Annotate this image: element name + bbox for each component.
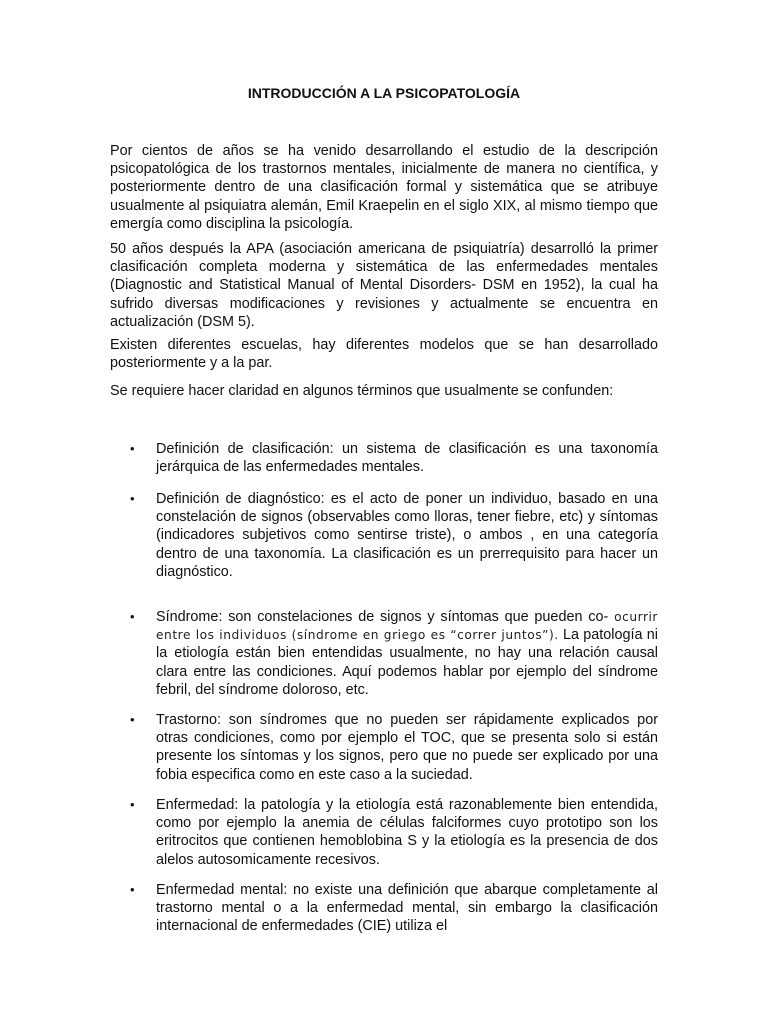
list-item-text: Enfermedad: la patología y la etiología está razonablemente bien entendida, como por ejemplo la anemia de células falciformes cuyo prototipo son los eritrocitos que contienen hemoblobina S y la etiología es la presencia de dos alelos autosomicamente recesivos. xyxy=(156,797,658,868)
page-title: INTRODUCCIÓN A LA PSICOPATOLOGÍA xyxy=(247,85,521,101)
paragraph-history: Por cientos de años se ha venido desarrollando el estudio de la descripción psicopatológica de los trastornos mentales, inicialmente de manera no científica, y posteriormente dentro de una clasificación formal y sistemática que se atribuye usualmente al psiquiatra alemán, Emil Kraepelin en el siglo XIX, al mismo tiempo que emergía como disciplina la psicología. xyxy=(110,143,658,232)
bullet-icon: • xyxy=(130,609,135,624)
bullet-icon: • xyxy=(130,491,135,506)
bullet-icon: • xyxy=(130,441,135,456)
list-item-text: Trastorno: son síndromes que no pueden ser rápidamente explicados por otras condiciones, como por ejemplo el TOC, que se presenta solo si están presente los síntomas y los signos, pero que no puede ser explicado por una fobia especifica como en este caso a la suciedad. xyxy=(156,712,658,783)
paragraph-terms-intro: Se requiere hacer claridad en algunos términos que usualmente se confunden: xyxy=(110,383,614,399)
bullet-icon: • xyxy=(130,712,135,727)
bullet-icon: • xyxy=(130,882,135,897)
list-item-text xyxy=(156,608,658,699)
sindrome-text-part3: La patología ni la etiología están bien entendidas usualmente, no hay una relación causal clara entre las condiciones. Aquí podemos hablar por ejemplo del síndrome febril, del síndrome doloroso, etc. xyxy=(156,627,658,698)
sindrome-text-part1: Síndrome: son constelaciones de signos y síntomas que pueden co- xyxy=(156,609,609,625)
sindrome-text-part2: ocurrir entre los individuos (síndrome en griego es “correr juntos”). xyxy=(156,610,658,643)
bullet-icon: • xyxy=(130,797,135,812)
paragraph-apa-dsm: 50 años después la APA (asociación americana de psiquiatría) desarrolló la primer clasificación completa moderna y sistemática de las enfermedades mentales (Diagnostic and Statistical Manual of Mental Disorders- DSM en 1952), la cual ha sufrido diversas modificaciones y revisiones y actualmente se encuentra en actualización (DSM 5). xyxy=(110,241,658,330)
list-item-text: Definición de diagnóstico: es el acto de poner un individuo, basado en una constelación de signos (observables como lloras, tener fiebre, etc) y síntomas (indicadores subjetivos como sentirse triste), o ambos , en una categoría dentro de una taxonomía. La clasificación es un prerrequisito para hacer un diagnóstico. xyxy=(156,491,658,580)
list-item-text: Enfermedad mental: no existe una definición que abarque completamente al trastorno mental o a la enfermedad mental, sin embargo la clasificación internacional de enfermedades (CIE) utiliza el xyxy=(156,882,658,935)
paragraph-schools: Existen diferentes escuelas, hay diferentes modelos que se han desarrollado posteriormente y a la par. xyxy=(110,337,658,372)
list-item-text: Definición de clasificación: un sistema de clasificación es una taxonomía jerárquica de las enfermedades mentales. xyxy=(156,441,658,476)
